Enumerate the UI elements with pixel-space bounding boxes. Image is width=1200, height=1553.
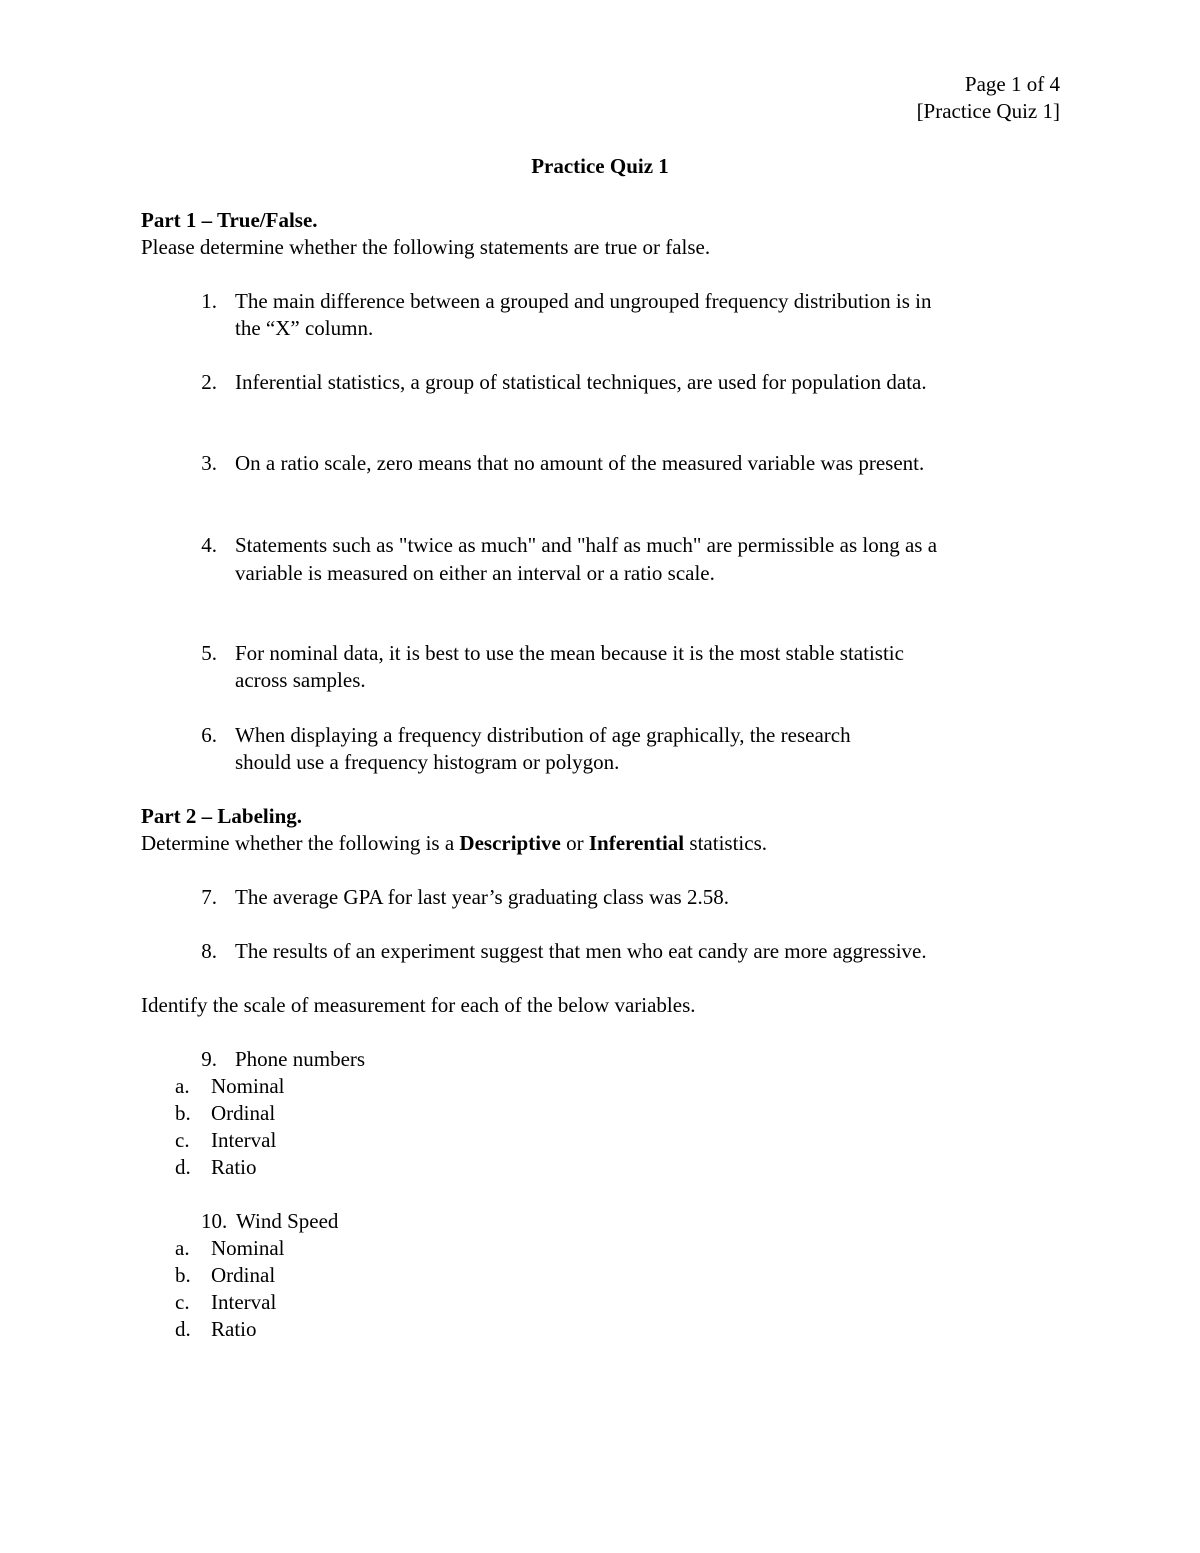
question-number: 2.	[201, 370, 217, 394]
part1-instructions: Please determine whether the following statements are true or false.	[141, 235, 711, 259]
question-text-line: Inferential statistics, a group of statistical techniques, are used for population data.	[235, 370, 927, 394]
question-text-line: The main difference between a grouped and ungrouped frequency distribution is in	[235, 289, 932, 313]
descriptive-term: Descriptive	[459, 831, 561, 855]
question-text-line: On a ratio scale, zero means that no amount of the measured variable was present.	[235, 451, 925, 475]
question-number: 10.	[201, 1209, 228, 1233]
question-number: 3.	[201, 451, 217, 475]
page-number: Page 1 of 4	[964, 72, 1060, 96]
question-number: 1.	[201, 289, 217, 313]
option-letter: d.	[175, 1317, 191, 1341]
question-text-line: The average GPA for last year’s graduating class was 2.58.	[235, 885, 729, 909]
option-text: Interval	[211, 1290, 277, 1314]
scale-instructions: Identify the scale of measurement for each of the below variables.	[141, 993, 696, 1017]
option-text: Ratio	[211, 1155, 257, 1179]
option-text: Nominal	[211, 1236, 285, 1260]
option-text: Ordinal	[211, 1101, 276, 1125]
inferential-term: Inferential	[588, 831, 685, 855]
question-number: 7.	[201, 885, 217, 909]
part2-instructions	[141, 830, 767, 857]
option-letter: b.	[175, 1101, 191, 1125]
question-text-line: Statements such as "twice as much" and "half as much" are permissible as long as a	[235, 533, 938, 557]
question-number: 5.	[201, 641, 217, 665]
question-number: 9.	[201, 1047, 217, 1071]
option-letter: a.	[175, 1074, 190, 1098]
question-number: 8.	[201, 939, 217, 963]
part2-heading: Part 2 – Labeling.	[141, 804, 302, 828]
question-text-line: When displaying a frequency distribution of age graphically, the research	[235, 723, 851, 747]
question-text-line: Phone numbers	[235, 1047, 366, 1071]
option-text: Interval	[211, 1128, 277, 1152]
question-text-line: the “X” column.	[235, 316, 374, 340]
instructions-text: statistics.	[684, 831, 767, 855]
option-text: Nominal	[211, 1074, 285, 1098]
option-letter: b.	[175, 1263, 191, 1287]
document-title: Practice Quiz 1	[531, 154, 669, 178]
option-letter: c.	[175, 1290, 190, 1314]
question-number: 4.	[201, 533, 217, 557]
option-text: Ratio	[211, 1317, 257, 1341]
part1-heading: Part 1 – True/False.	[141, 208, 318, 232]
question-text-line: variable is measured on either an interval or a ratio scale.	[235, 561, 715, 585]
question-text-line: across samples.	[235, 668, 366, 692]
option-letter: d.	[175, 1155, 191, 1179]
running-title: [Practice Quiz 1]	[916, 99, 1060, 123]
instructions-text: or	[560, 831, 589, 855]
question-number: 6.	[201, 723, 217, 747]
instructions-text: Determine whether the following is a	[141, 831, 460, 855]
question-text-line: The results of an experiment suggest that men who eat candy are more aggressive.	[235, 939, 927, 963]
option-letter: c.	[175, 1128, 190, 1152]
option-letter: a.	[175, 1236, 190, 1260]
question-text-line: should use a frequency histogram or polygon.	[235, 750, 620, 774]
option-text: Ordinal	[211, 1263, 276, 1287]
question-text-line: For nominal data, it is best to use the mean because it is the most stable statistic	[235, 641, 904, 665]
question-text-line: Wind Speed	[236, 1209, 339, 1233]
